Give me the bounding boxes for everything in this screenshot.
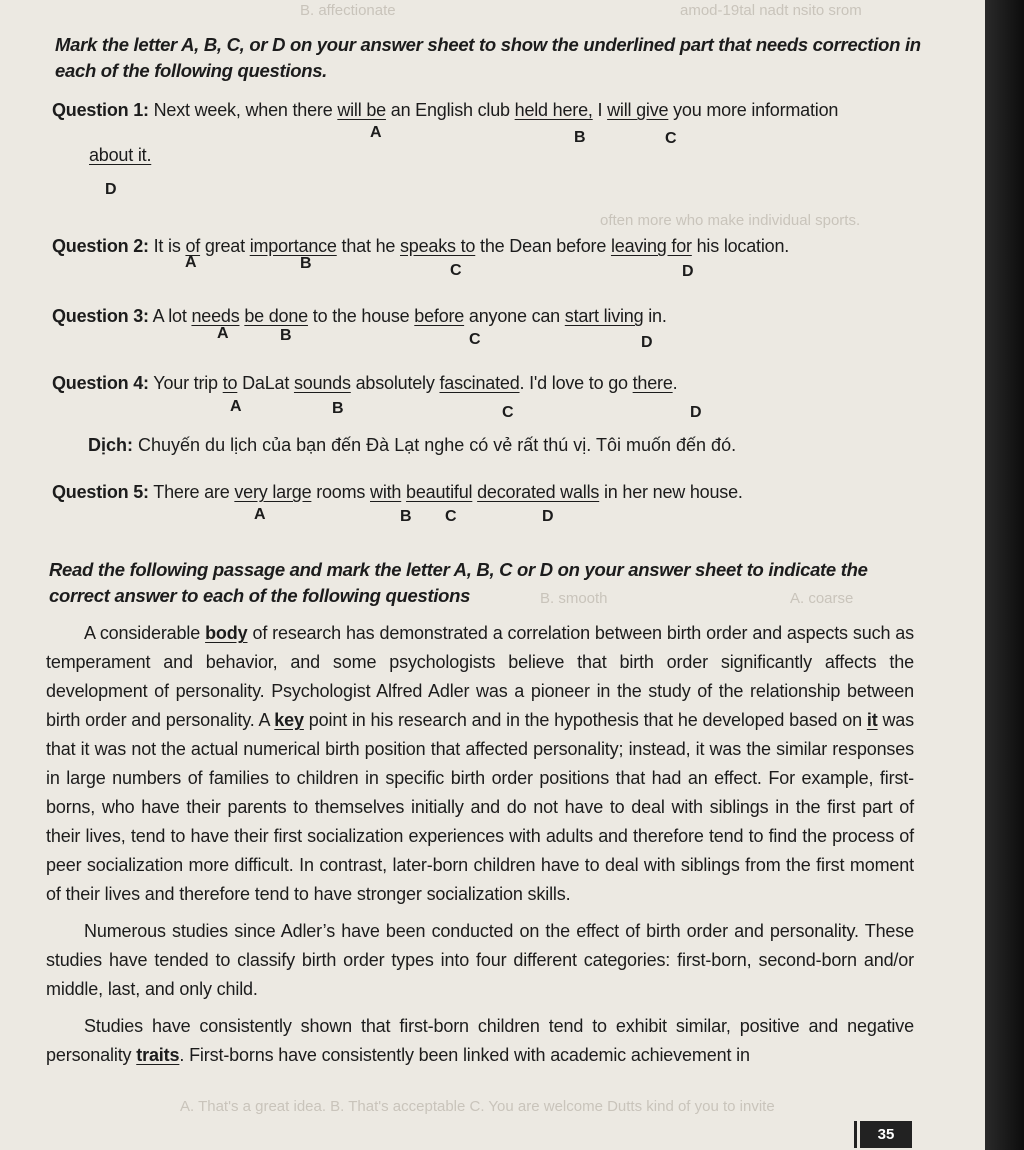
- option-letter-a: A: [370, 124, 382, 141]
- bleed-through-text: amod-19tal nadt nsito srom: [680, 2, 862, 19]
- question-5: Question 5: There are very large rooms with beautiful decorated walls in her new house.: [52, 482, 743, 502]
- underlined-option: beautiful: [406, 482, 473, 502]
- question-1-continuation: [89, 145, 151, 166]
- option-letter-c: C: [450, 262, 462, 279]
- option-letter-b: B: [300, 255, 312, 272]
- option-letter-d: D: [105, 181, 117, 198]
- option-letter-a: A: [217, 325, 229, 342]
- translation-label: Dịch:: [88, 435, 133, 455]
- question-4: Question 4: Your trip to DaLat sounds absolutely fascinated. I'd love to go there.: [52, 373, 678, 393]
- option-letter-d: D: [690, 404, 702, 421]
- question-label: Question 4:: [52, 373, 149, 393]
- underlined-option: with: [370, 482, 402, 502]
- underlined-option: leaving for: [610, 236, 692, 256]
- bleed-through-text: often more who make individual sports.: [600, 212, 861, 229]
- option-letter-c: C: [665, 130, 677, 147]
- underlined-option: start living: [564, 306, 644, 326]
- option-letter-c: C: [445, 508, 457, 525]
- passage-paragraph-3: Studies have consistently shown that first-born children tend to exhibit similar, positive and negative personality traits. First-borns have consistently been linked with academic achievement in: [46, 1016, 914, 1065]
- translation-line: [88, 435, 736, 456]
- option-letter-c: C: [469, 331, 481, 348]
- underlined-option: speaks to: [400, 236, 476, 256]
- underlined-option: to: [222, 373, 238, 393]
- underlined-option: of: [185, 236, 201, 256]
- underlined-option: will be: [337, 100, 386, 120]
- underlined-option: there: [632, 373, 673, 393]
- question-1: Question 1: Next week, when there will be an English club held here, I will give you more information: [52, 100, 839, 120]
- option-letter-b: B: [574, 129, 586, 146]
- translation-text: Chuyến du lịch của bạn đến Đà Lạt nghe có vẻ rất thú vị. Tôi muốn đến đó.: [138, 435, 737, 455]
- bleed-through-text: A. coarse: [790, 590, 854, 607]
- highlighted-word: body: [205, 623, 248, 643]
- option-letter-d: D: [641, 334, 653, 351]
- bleed-through-text: A. That's a great idea. B. That's acceptable C. You are welcome Dutts kind of you to invite: [180, 1098, 775, 1115]
- underlined-option: needs: [191, 306, 240, 326]
- option-letter-a: A: [254, 506, 266, 523]
- underlined-option: will give: [607, 100, 669, 120]
- underlined-option: very large: [234, 482, 312, 502]
- option-letter-a: A: [185, 254, 197, 271]
- question-2: Question 2: It is of great importance that he speaks to the Dean before leaving for his location.: [52, 236, 790, 256]
- highlighted-word: it: [866, 710, 878, 730]
- underlined-option: be done: [244, 306, 308, 326]
- option-letter-c: C: [502, 404, 514, 421]
- passage-paragraph-1: A considerable body of research has demonstrated a correlation between birth order and aspects such as temperament and behavior, and some psychologists believe that birth order significantly affects the development of personality. Psychologist Alfred Adler was a pioneer in the study of the relationship between birth order and personality. A key point in his research and in the hypothesis that he developed based on it was that it was not the actual numerical birth position that affected personality; instead, it was the similar responses in large numbers of families to children in specific birth order positions that had an effect. For example, first-borns, who have their parents to themselves initially and do not have to deal with siblings in the first part of their lives, tend to have their first socialization experiences with adults and therefore tend to find the process of peer socialization more difficult. In contrast, later-born children have to deal with siblings from the first moment of their lives and therefore tend to have stronger socialization skills.: [46, 623, 914, 904]
- page-number: 35: [860, 1121, 912, 1148]
- bleed-through-text: B. smooth: [540, 590, 608, 607]
- underlined-option: decorated walls: [477, 482, 600, 502]
- question-3: Question 3: A lot needs be done to the house before anyone can start living in.: [52, 306, 667, 326]
- question-label: Question 1:: [52, 100, 149, 120]
- reading-passage: [46, 619, 914, 1070]
- page-edge-shadow: [985, 0, 1024, 1150]
- option-letter-d: D: [682, 263, 694, 280]
- highlighted-word: key: [274, 710, 304, 730]
- bleed-through-text: B. affectionate: [300, 2, 396, 19]
- passage-paragraph-2: Numerous studies since Adler’s have been conducted on the effect of birth order and personality. These studies have tended to classify birth order types into four different categories: first-born, second-born and/or middle, last, and only child.: [46, 921, 914, 999]
- option-letter-a: A: [230, 398, 242, 415]
- highlighted-word: traits: [136, 1045, 180, 1065]
- underlined-option: importance: [249, 236, 337, 256]
- option-letter-b: B: [280, 327, 292, 344]
- question-label: Question 3:: [52, 306, 149, 326]
- option-letter-b: B: [400, 508, 412, 525]
- underlined-option: sounds: [293, 373, 351, 393]
- question-label: Question 2:: [52, 236, 149, 256]
- option-letter-d: D: [542, 508, 554, 525]
- option-letter-b: B: [332, 400, 344, 417]
- underlined-option: held here,: [514, 100, 593, 120]
- instruction-error-identification: Mark the letter A, B, C, or D on your answer sheet to show the underlined part that needs correction in each of the following questions.: [55, 34, 921, 81]
- underlined-option: before: [414, 306, 465, 326]
- instruction-reading: Read the following passage and mark the letter A, B, C or D on your answer sheet to indicate the correct answer to each of the following questions: [49, 559, 868, 606]
- underlined-option: about it.: [89, 145, 152, 165]
- question-label: Question 5:: [52, 482, 149, 502]
- underlined-option: fascinated: [439, 373, 520, 393]
